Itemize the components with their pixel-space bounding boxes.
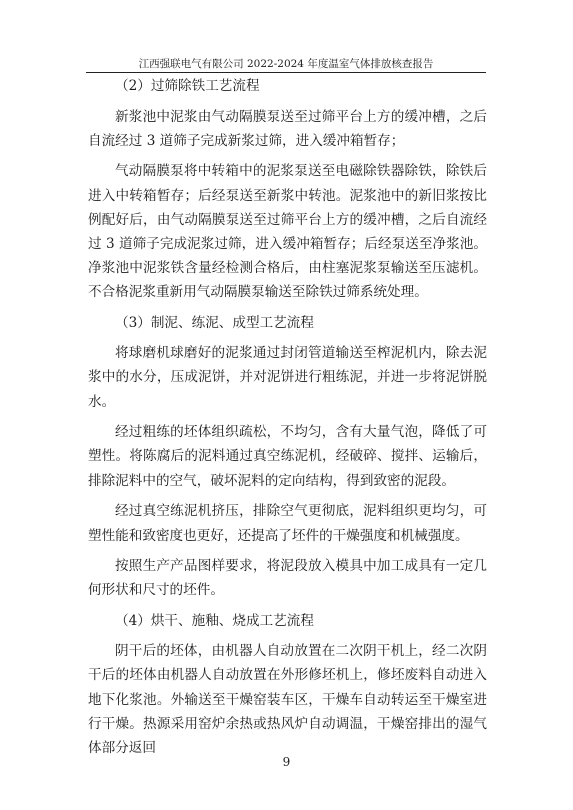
paragraph: 新浆池中泥浆由气动隔膜泵送至过筛平台上方的缓冲槽，之后自流经过 3 道筛子完成新浆过筛，进入缓冲箱暂存； xyxy=(88,108,487,149)
paragraph: 阴干后的坯体，由机器人自动放置在二次阴干机上，经二次阴干后的坯体由机器人自动放置在外形修坯机上，修坯废料自动进入地下化浆池。外输送至干燥窑装车区，干燥车自动转运至干燥室进行干燥。热源采用窑炉余热或热风炉自动调温，干燥窑排出的湿气体部分返回 xyxy=(88,643,487,756)
header-divider xyxy=(86,72,486,73)
paragraph: 气动隔膜泵将中转箱中的泥浆泵送至电磁除铁器除铁，除铁后进入中转箱暂存；后经泵送至新浆中转池。泥浆池中的新旧浆按比例配好后，由气动隔膜泵送至过筛平台上方的缓冲槽，之后自流经过 3 道筛子完成泥浆过筛，进入缓冲箱暂存；后经泵送至净浆池。净浆池中泥浆铁含量经检测合格后，由柱塞泥浆泵输送至压滤机。不合格泥浆重新用气动隔膜泵输送至除铁过筛系统处理。 xyxy=(88,163,487,301)
paragraph: 经过粗练的坯体组织疏松，不均匀，含有大量气泡，降低了可塑性。将陈腐后的泥料通过真空练泥机，经破碎、搅拌、运输后，排除泥料中的空气，破坏泥料的定向结构，得到致密的泥段。 xyxy=(88,424,487,489)
page-number: 9 xyxy=(282,755,291,769)
paragraph: 将球磨机球磨好的泥浆通过封闭管道输送至榨泥机内，除去泥浆中的水分，压成泥饼，并对泥饼进行粗练泥，并进一步将泥饼脱水。 xyxy=(88,345,487,410)
section-heading-mud-forming: （3）制泥、练泥、成型工艺流程 xyxy=(115,314,314,331)
paragraph: 经过真空练泥机挤压，排除空气更彻底，泥料组织更均匀，可塑性能和致密度也更好，还提高了坯件的干燥强度和机械强度。 xyxy=(88,503,487,544)
paragraph: 按照生产产品图样要求，将泥段放入模具中加工成具有一定几何形状和尺寸的坯件。 xyxy=(88,558,487,599)
section-heading-drying-firing: （4）烘干、施釉、烧成工艺流程 xyxy=(115,612,314,629)
page-body xyxy=(88,74,487,760)
running-header: 江西强联电气有限公司 2022-2024 年度温室气体排放核查报告 xyxy=(138,58,434,70)
section-heading-sieving: （2）过筛除铁工艺流程 xyxy=(115,78,260,94)
